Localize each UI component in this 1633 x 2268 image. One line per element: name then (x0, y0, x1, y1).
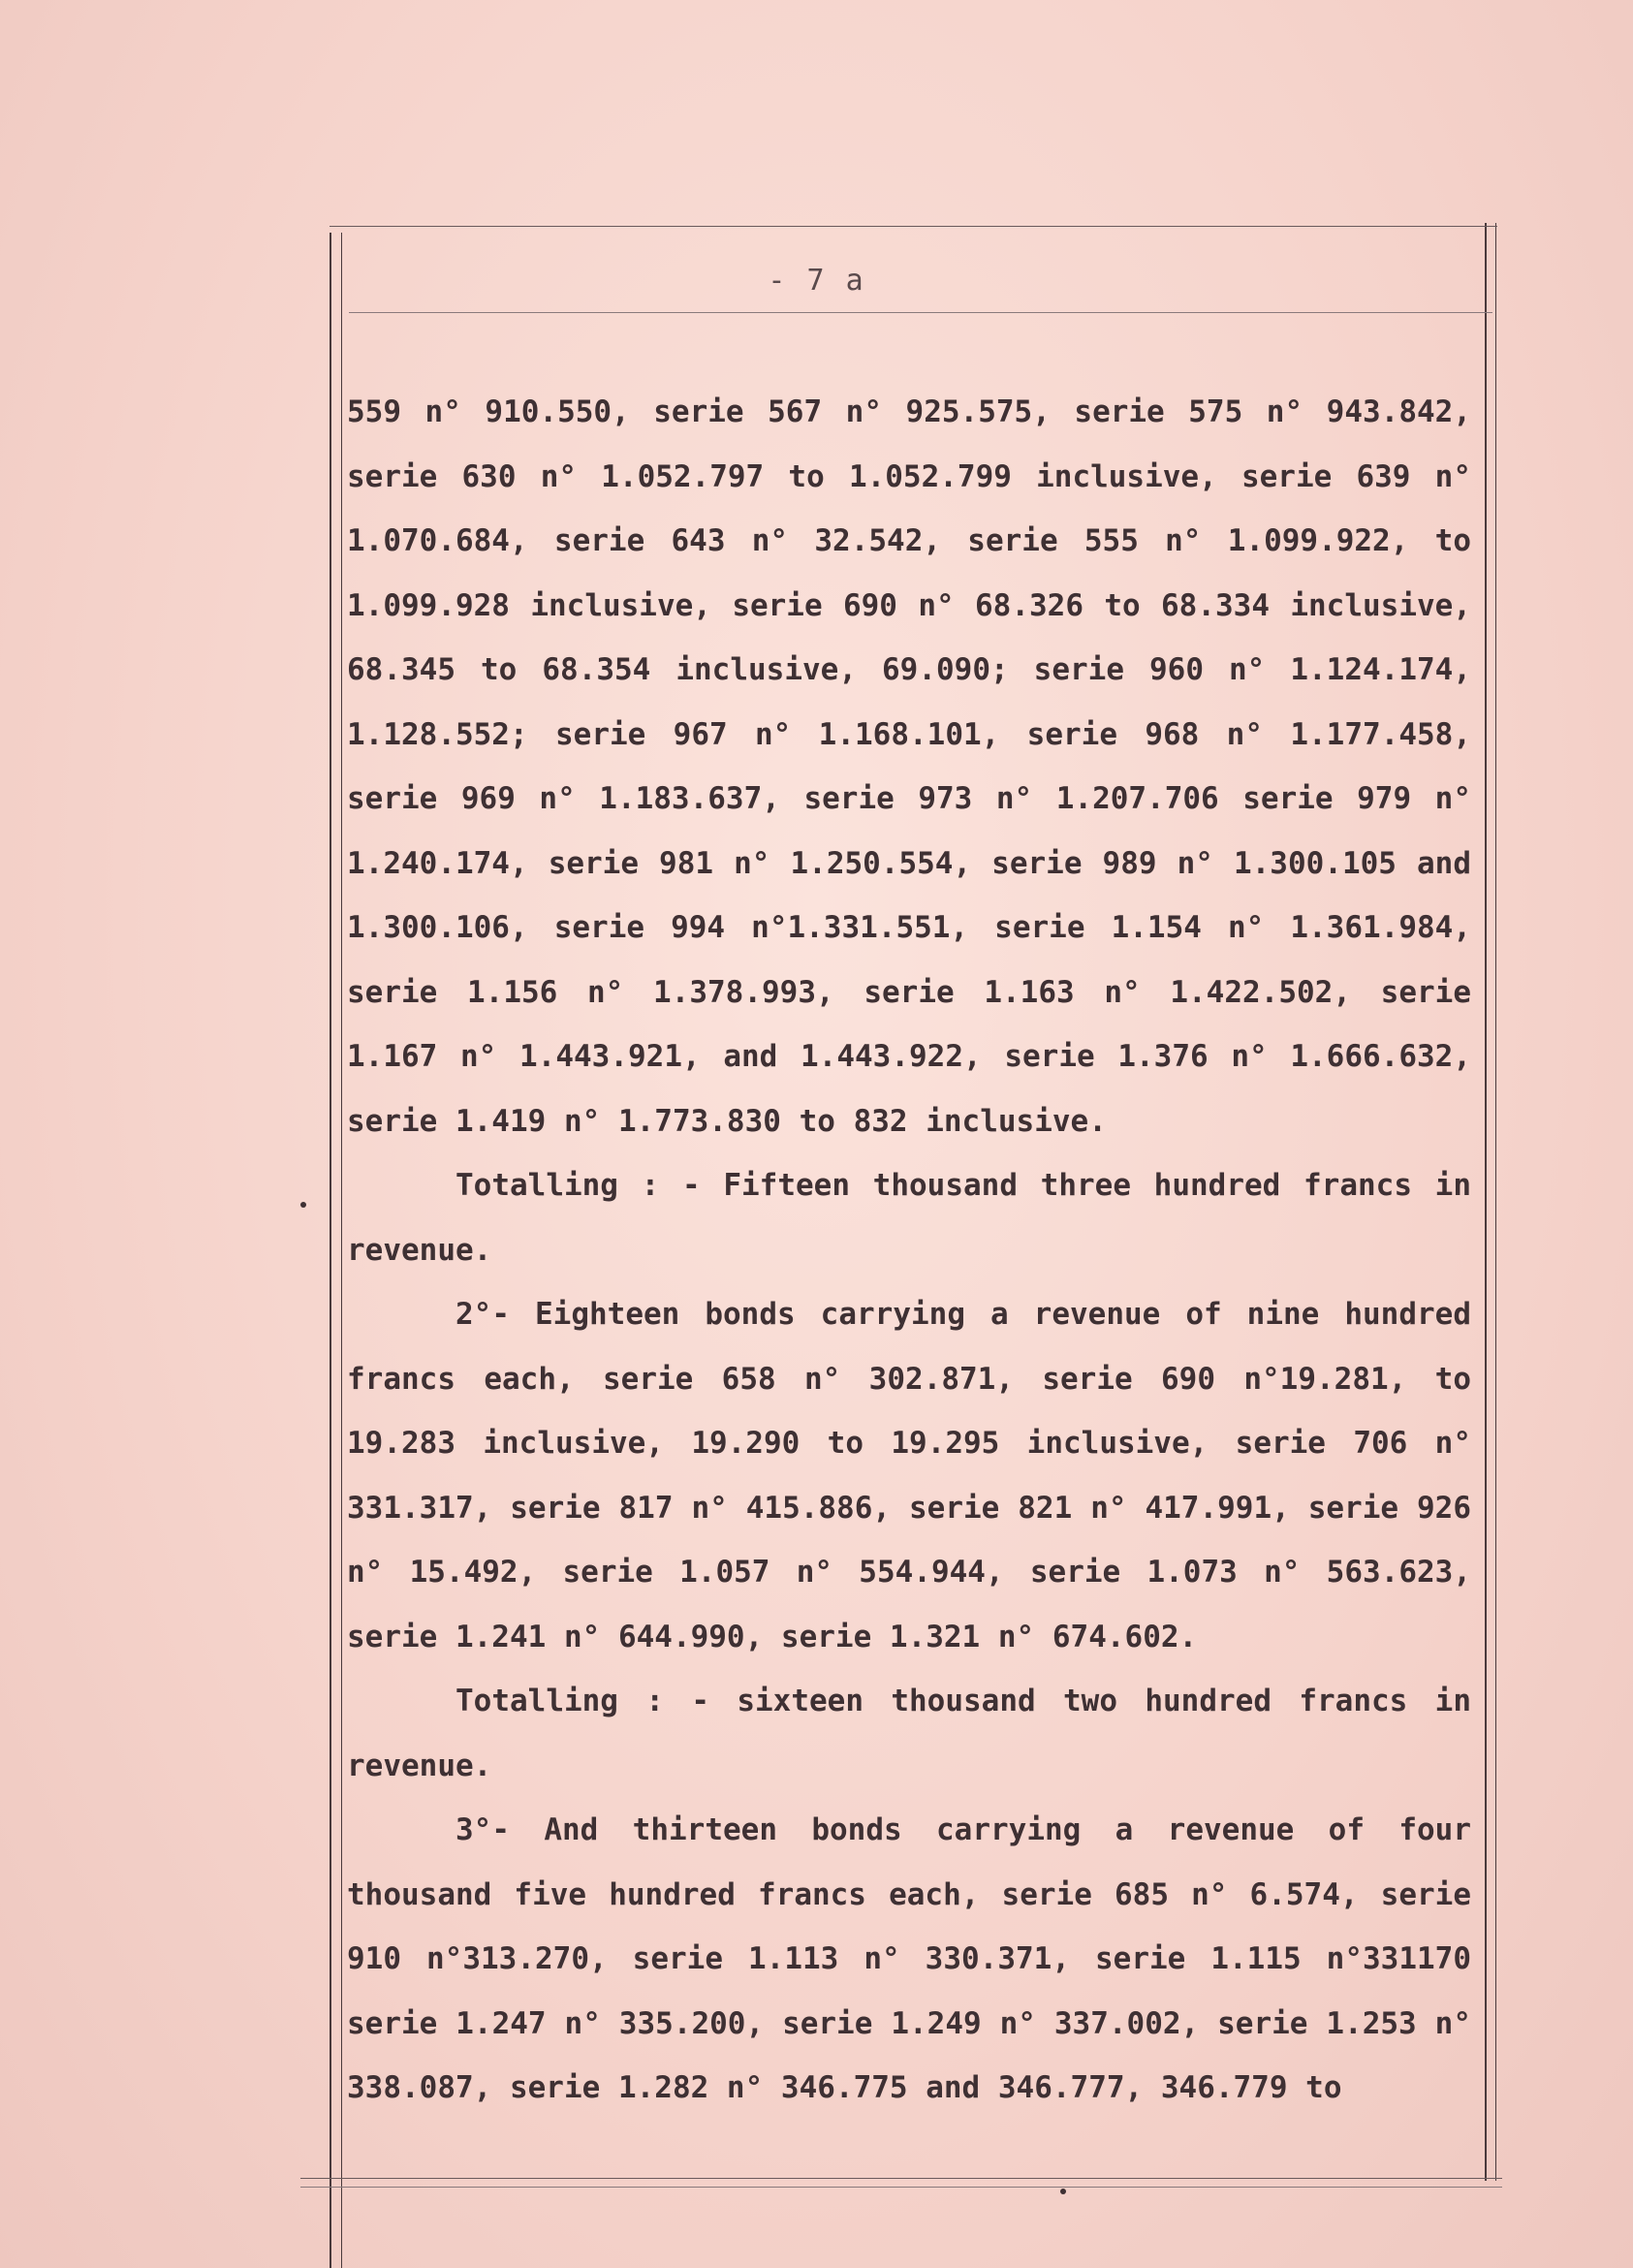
top-rule (330, 226, 1497, 227)
document-body (347, 380, 1471, 2121)
header-rule (349, 312, 1492, 313)
left-margin-rule-inner (341, 233, 342, 2268)
right-margin-rule (1485, 223, 1487, 2181)
bottom-rule (300, 2178, 1502, 2179)
bottom-rule-inner (300, 2187, 1502, 2188)
paragraph-total-2: Totalling : - sixteen thousand two hundred francs in revenue. (347, 1684, 1471, 1783)
paragraph-bond-list: 559 n° 910.550, serie 567 n° 925.575, serie 575 n° 943.842, serie 630 n° 1.052.797 to 1.052.799 inclusive, serie 639 n° 1.070.684, serie 643 n° 32.542, serie 555 n° 1.099.922, to 1.099.928 inclusive, serie 690 n° 68.326 to 68.334 inclusive, 68.345 to 68.354 inclusive, 69.090; serie 960 n° 1.124.174, 1.128.552; serie 967 n° 1.168.101, serie 968 n° 1.177.458, serie 969 n° 1.183.637, serie 973 n° 1.207.706 serie 979 n° 1.240.174, serie 981 n° 1.250.554, serie 989 n° 1.300.105 and 1.300.106, serie 994 n°1.331.551, serie 1.154 n° 1.361.984, serie 1.156 n° 1.378.993, serie 1.163 n° 1.422.502, serie 1.167 n° 1.443.921, and 1.443.922, serie 1.376 n° 1.666.632, serie 1.419 n° 1.773.830 to 832 inclusive. (347, 394, 1471, 1139)
paragraph-item-2: 2°- Eighteen bonds carrying a revenue of nine hundred francs each, serie 658 n° 302.871, serie 690 n°19.281, to 19.283 inclusive, 19.290 to 19.295 inclusive, serie 706 n° 331.317, serie 817 n° 415.886, serie 821 n° 417.991, serie 926 n° 15.492, serie 1.057 n° 554.944, serie 1.073 n° 563.623, serie 1.241 n° 644.990, serie 1.321 n° 674.602. (347, 1297, 1471, 1654)
paragraph-total-1: Totalling : - Fifteen thousand three hundred francs in revenue. (347, 1168, 1471, 1268)
stray-mark (300, 1202, 306, 1208)
left-margin-rule (330, 233, 331, 2268)
stray-mark (1060, 2189, 1066, 2194)
page-number: - 7 a (768, 264, 865, 298)
right-margin-rule-inner (1495, 223, 1496, 2181)
paragraph-item-3: 3°- And thirteen bonds carrying a revenue of four thousand five hundred francs each, serie 685 n° 6.574, serie 910 n°313.270, serie 1.113 n° 330.371, serie 1.115 n°331170 serie 1.247 n° 335.200, serie 1.249 n° 337.002, serie 1.253 n° 338.087, serie 1.282 n° 346.775 and 346.777, 346.779 to (347, 1812, 1471, 2105)
